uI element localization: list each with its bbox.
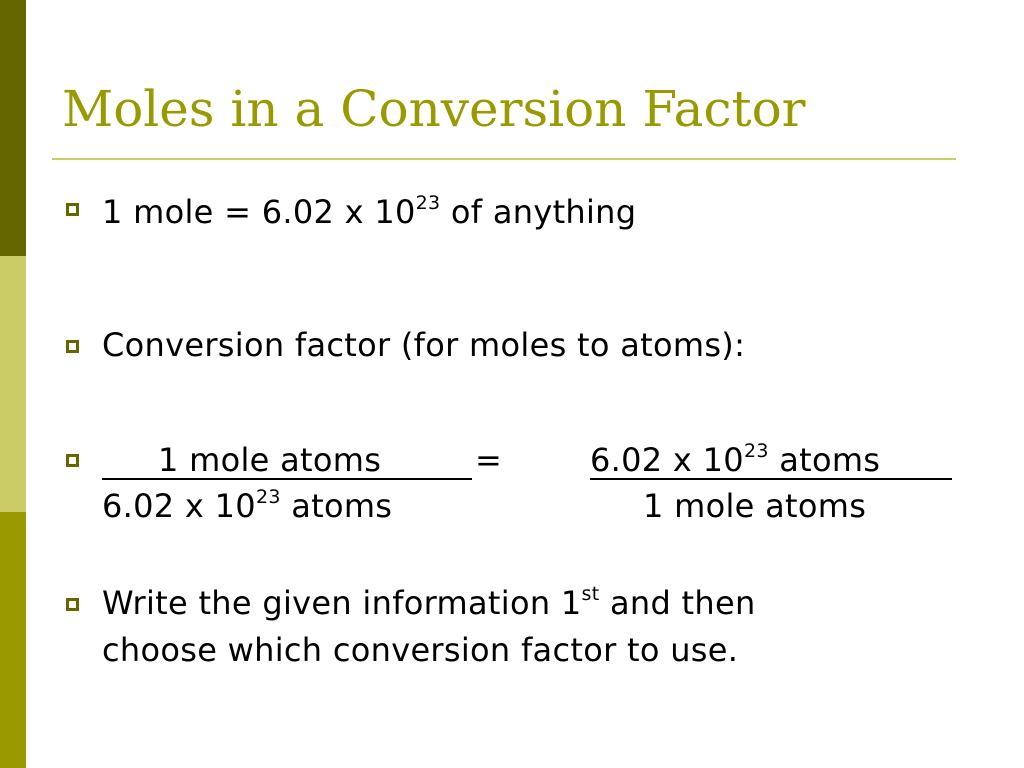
bullet-instruction-line2: choose which conversion factor to use. [102, 631, 739, 669]
left-denominator-unit: atoms [280, 487, 393, 525]
instruction-text: Write the given information 1 [102, 584, 582, 622]
left-denominator [102, 486, 393, 525]
right-numerator [590, 440, 881, 479]
side-bar-light-segment [0, 256, 26, 512]
side-bar-dark-segment [0, 0, 26, 256]
square-bullet-icon [66, 454, 79, 467]
right-denominator: 1 mole atoms [643, 487, 867, 525]
right-numerator-value: 6.02 x 10 [590, 441, 744, 479]
mole-definition-suffix: of anything [440, 193, 637, 231]
exponent: 23 [743, 440, 769, 462]
bullet-instruction-line1 [102, 583, 756, 622]
slide-title: Moles in a Conversion Factor [62, 80, 806, 138]
equals-sign: = [475, 441, 503, 479]
bullet-conversion-factor: Conversion factor (for moles to atoms): [102, 326, 746, 364]
square-bullet-icon [66, 340, 79, 353]
mole-definition-text: 1 mole = 6.02 x 10 [102, 193, 416, 231]
right-numerator-unit: atoms [768, 441, 881, 479]
square-bullet-icon [66, 203, 79, 216]
instruction-text-end: and then [599, 584, 756, 622]
ordinal-suffix: st [581, 583, 600, 605]
bullet-mole-definition [102, 192, 637, 231]
left-denominator-value: 6.02 x 10 [102, 487, 256, 525]
side-bar-olive-segment [0, 512, 26, 768]
exponent: 23 [255, 486, 281, 508]
left-numerator: 1 mole atoms [158, 441, 382, 479]
title-underline-rule [52, 158, 956, 160]
exponent: 23 [415, 192, 441, 214]
square-bullet-icon [66, 598, 79, 611]
